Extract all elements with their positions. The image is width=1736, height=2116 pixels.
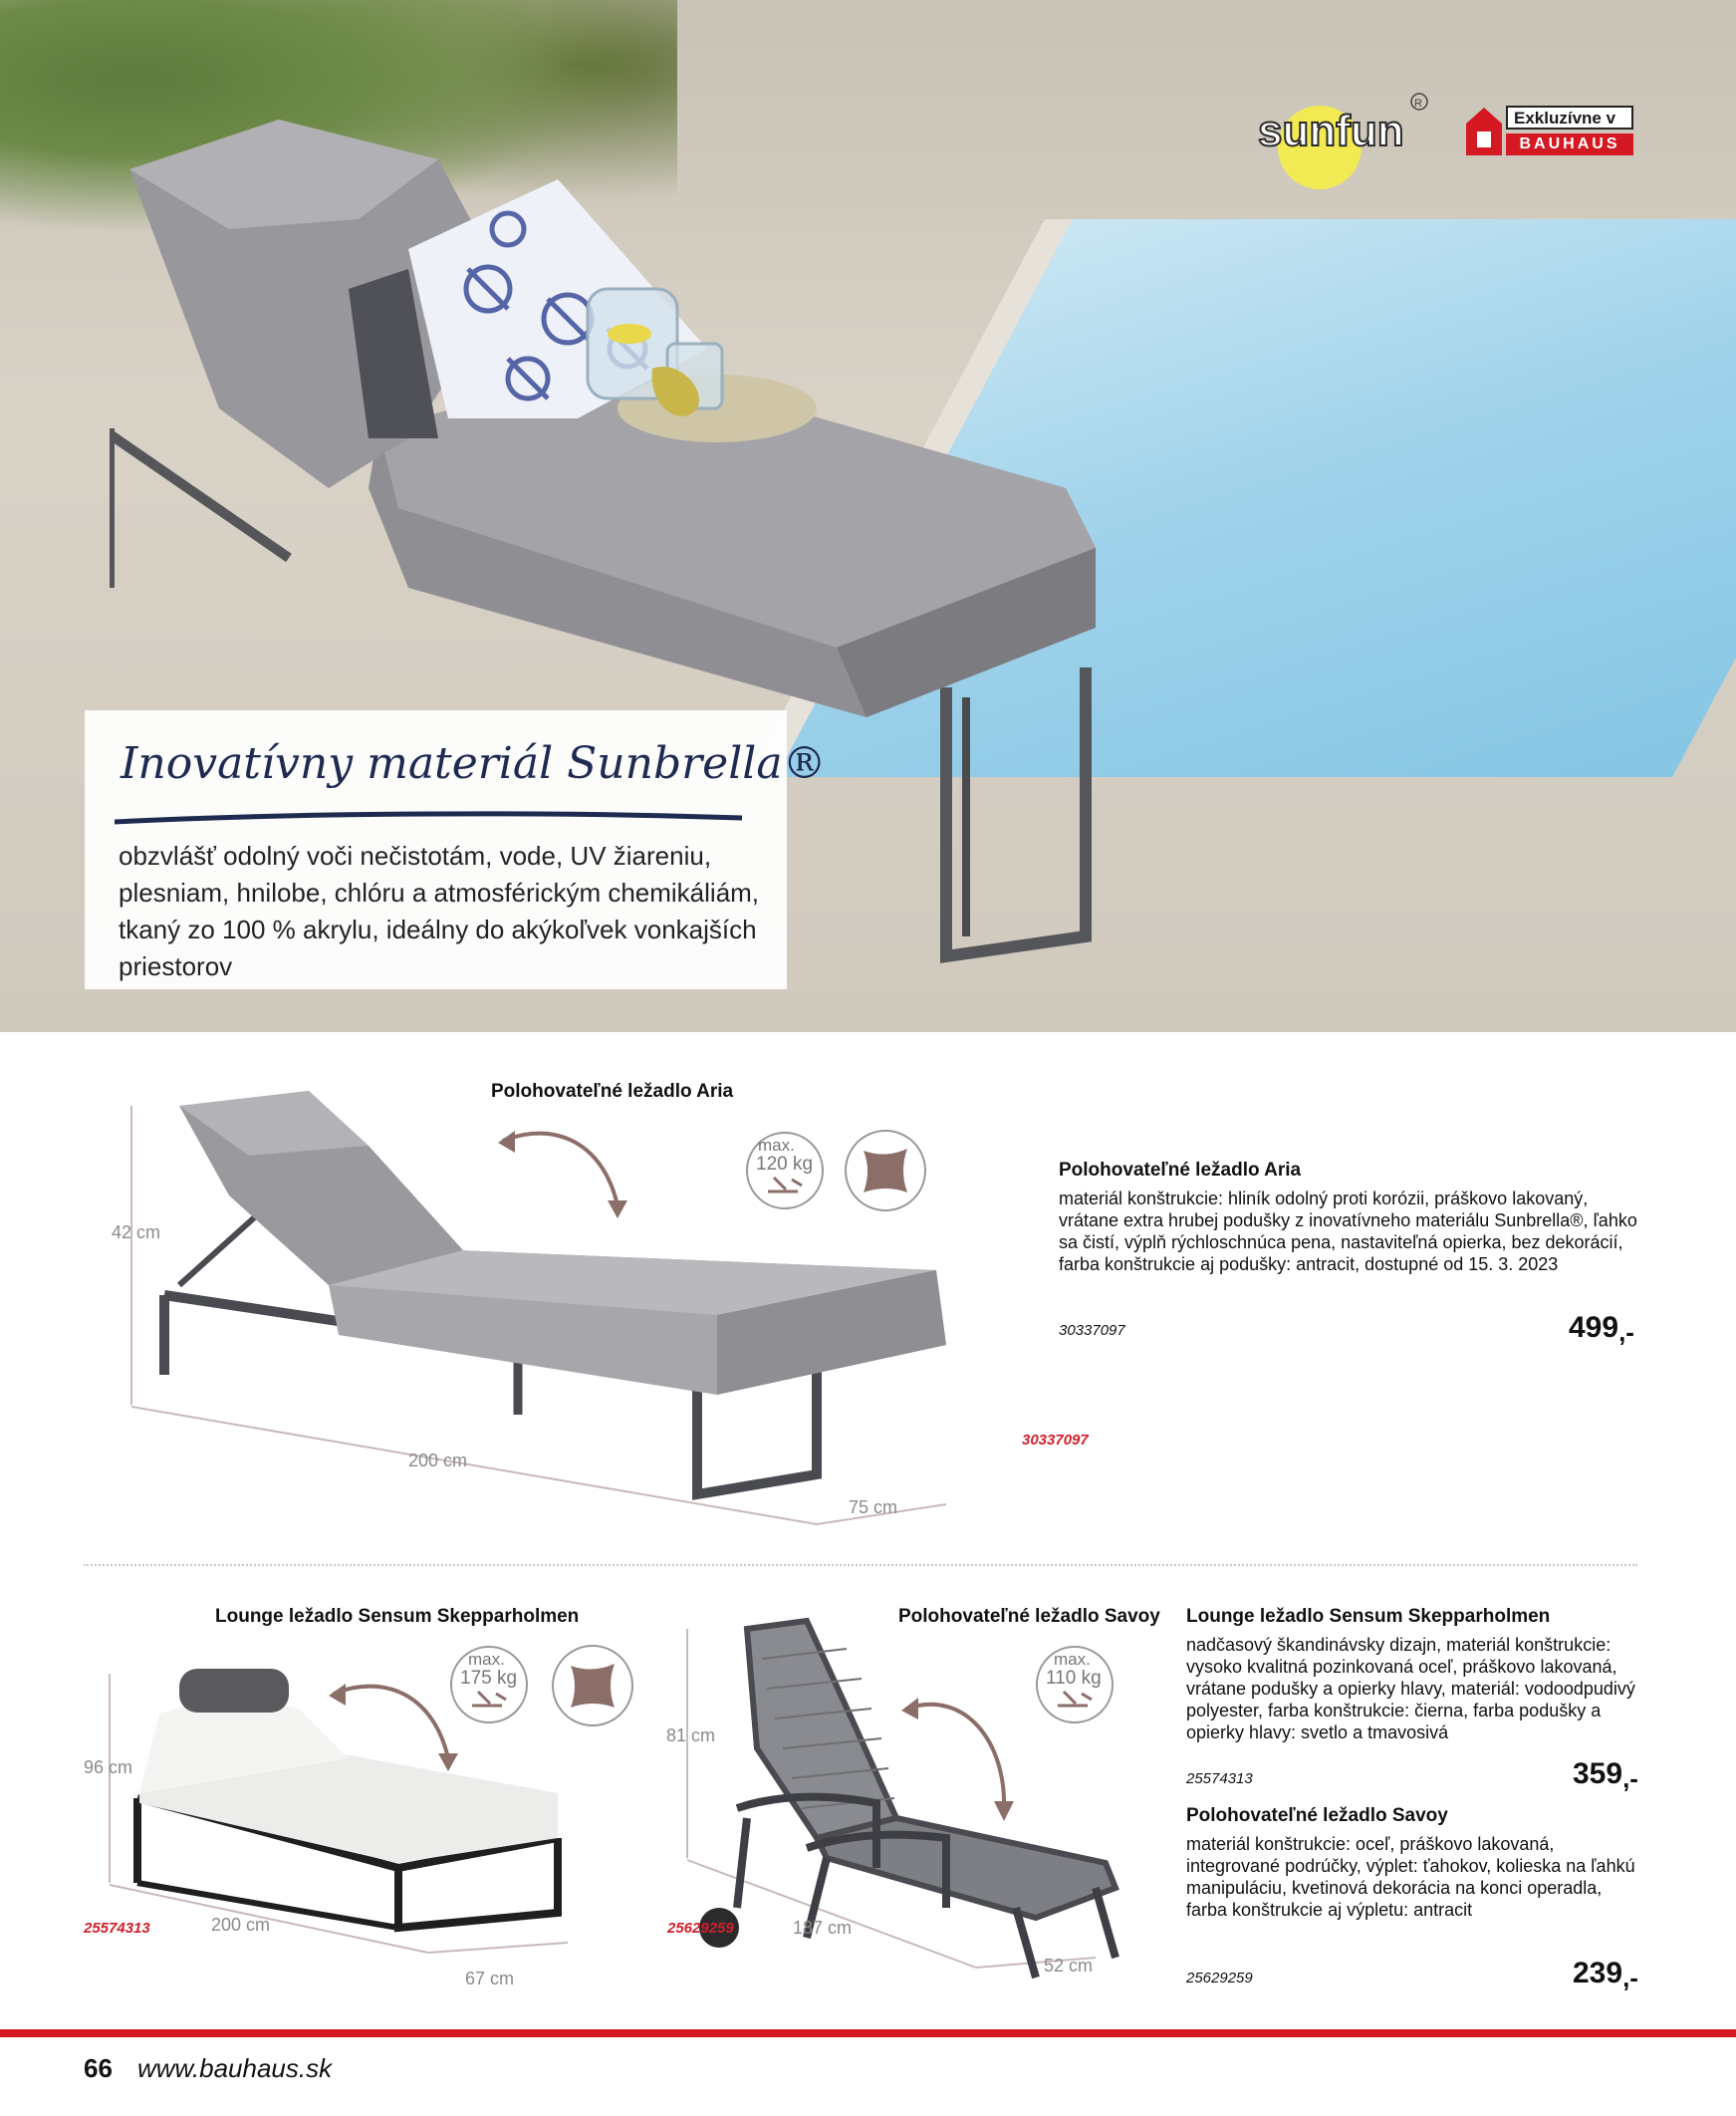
aria-figure-code: 30337097: [1022, 1432, 1089, 1449]
sensum-name: Lounge ležadlo Sensum Skepparholmen: [1186, 1606, 1551, 1627]
sensum-dim-length: 200 cm: [211, 1915, 271, 1935]
savoy-name: Polohovateľné ležadlo Savoy: [1186, 1805, 1448, 1826]
aria-price-suffix: ,-: [1618, 1317, 1634, 1347]
exclusive-label: Exkluzívne v: [1506, 106, 1633, 130]
hero-text-panel: [85, 710, 827, 989]
sensum-max-label: max.: [468, 1650, 505, 1669]
sunfun-logo: [1250, 90, 1429, 189]
aria-code: 30337097: [1059, 1322, 1125, 1339]
savoy-price-suffix: ,-: [1622, 1963, 1638, 1992]
aria-cushion-icon: [844, 1129, 927, 1212]
aria-dim-length: 200 cm: [408, 1451, 468, 1470]
sensum-description: nadčasový škandinávsky dizajn, materiál konštrukcie: vysoko kvalitná pozinkovaná oceľ, práškovo lakovaná, vrátane podušky a opierky hlavy, materiál: vodoodpudivý polyester, farba konštrukcie: čierna, farba podušky a opierky hlavy: svetlo a tmavosivá: [1186, 1635, 1635, 1742]
sensum-price: [1573, 1757, 1638, 1791]
sensum-code: 25574313: [1186, 1770, 1253, 1787]
sensum-figure-title: Lounge ležadlo Sensum Skepparholmen: [215, 1606, 580, 1627]
savoy-max-label: max.: [1054, 1650, 1091, 1669]
aria-figure-title: Polohovateľné ležadlo Aria: [491, 1081, 734, 1102]
aria-max-load: 120 kg: [756, 1154, 814, 1175]
savoy-dim-length: 187 cm: [793, 1918, 853, 1938]
aria-dim-height: 42 cm: [112, 1222, 161, 1242]
savoy-code: 25629259: [1186, 1970, 1253, 1986]
hero-heading-underline: [115, 810, 742, 828]
bauhaus-exclusive-badge: [1464, 106, 1635, 161]
hero-heading: Inovatívny materiál Sunbrella®: [121, 738, 827, 789]
sensum-cushion-icon: [551, 1644, 634, 1727]
page-number: 66: [84, 2053, 113, 2083]
sensum-max-load-badge: [448, 1644, 530, 1725]
sensum-price-value: 359: [1573, 1757, 1623, 1790]
sensum-figure-code: 25574313: [84, 1920, 150, 1937]
svg-text:R: R: [1414, 98, 1422, 110]
sensum-dim-width: 67 cm: [465, 1969, 515, 1988]
savoy-recline-arrow-icon: [896, 1684, 1016, 1823]
savoy-description: materiál konštrukcie: oceľ, práškovo lakovaná, integrované podrúčky, výplet: ťahokov, kolieska na ľahkú manipuláciu, kvetinová dekorácia na konci operadla, farba konštrukcie aj výpletu: antracit: [1186, 1834, 1635, 1920]
aria-max-label: max.: [758, 1136, 795, 1155]
hero-image: [0, 0, 1736, 1032]
aria-price: [1569, 1311, 1634, 1345]
savoy-max-load: 110 kg: [1046, 1668, 1102, 1689]
section-divider: [84, 1564, 1637, 1566]
savoy-price-value: 239: [1573, 1957, 1623, 1989]
aria-price-value: 499: [1569, 1311, 1619, 1344]
aria-recline-arrow-icon: [493, 1121, 632, 1220]
sensum-recline-arrow-icon: [324, 1674, 463, 1773]
sensum-dim-height: 96 cm: [84, 1757, 133, 1777]
bauhaus-label: BAUHAUS: [1506, 133, 1633, 155]
savoy-figure-title: Polohovateľné ležadlo Savoy: [898, 1606, 1160, 1627]
hero-description: obzvlášť odolný voči nečistotám, vode, UV žiareniu, plesniam, hnilobe, chlóru a atmosférickým chemikáliám, tkaný zo 100 % akrylu, ideálny do akýkoľvek vonkajších priestorov: [119, 841, 760, 981]
footer-red-line: [0, 2029, 1736, 2037]
bauhaus-house-icon: [1464, 106, 1504, 157]
savoy-dim-width: 52 cm: [1044, 1956, 1094, 1976]
savoy-figure-code: 25629259: [667, 1920, 734, 1937]
savoy-max-load-badge: [1034, 1644, 1116, 1725]
svg-text:sunfun: sunfun: [1258, 107, 1404, 155]
savoy-dim-height: 81 cm: [666, 1725, 716, 1745]
aria-max-load-badge: [744, 1130, 816, 1207]
aria-description: materiál konštrukcie: hliník odolný proti korózii, práškovo lakovaný, vrátane extra hrubej podušky z inovatívneho materiálu Sunbrella®, ľahko sa čistí, výplň rýchloschnúca pena, nastaviteľná opierka, bez dekorácií, farba konštrukcie aj podušky: antracit, dostupné od 15. 3. 2023: [1059, 1189, 1637, 1274]
aria-name: Polohovateľné ležadlo Aria: [1059, 1160, 1302, 1181]
sensum-price-suffix: ,-: [1622, 1763, 1638, 1793]
footer-url-link[interactable]: www.bauhaus.sk: [137, 2053, 333, 2083]
savoy-price: [1573, 1957, 1638, 1990]
sensum-max-load: 175 kg: [460, 1668, 518, 1689]
aria-dim-width: 75 cm: [849, 1497, 898, 1517]
